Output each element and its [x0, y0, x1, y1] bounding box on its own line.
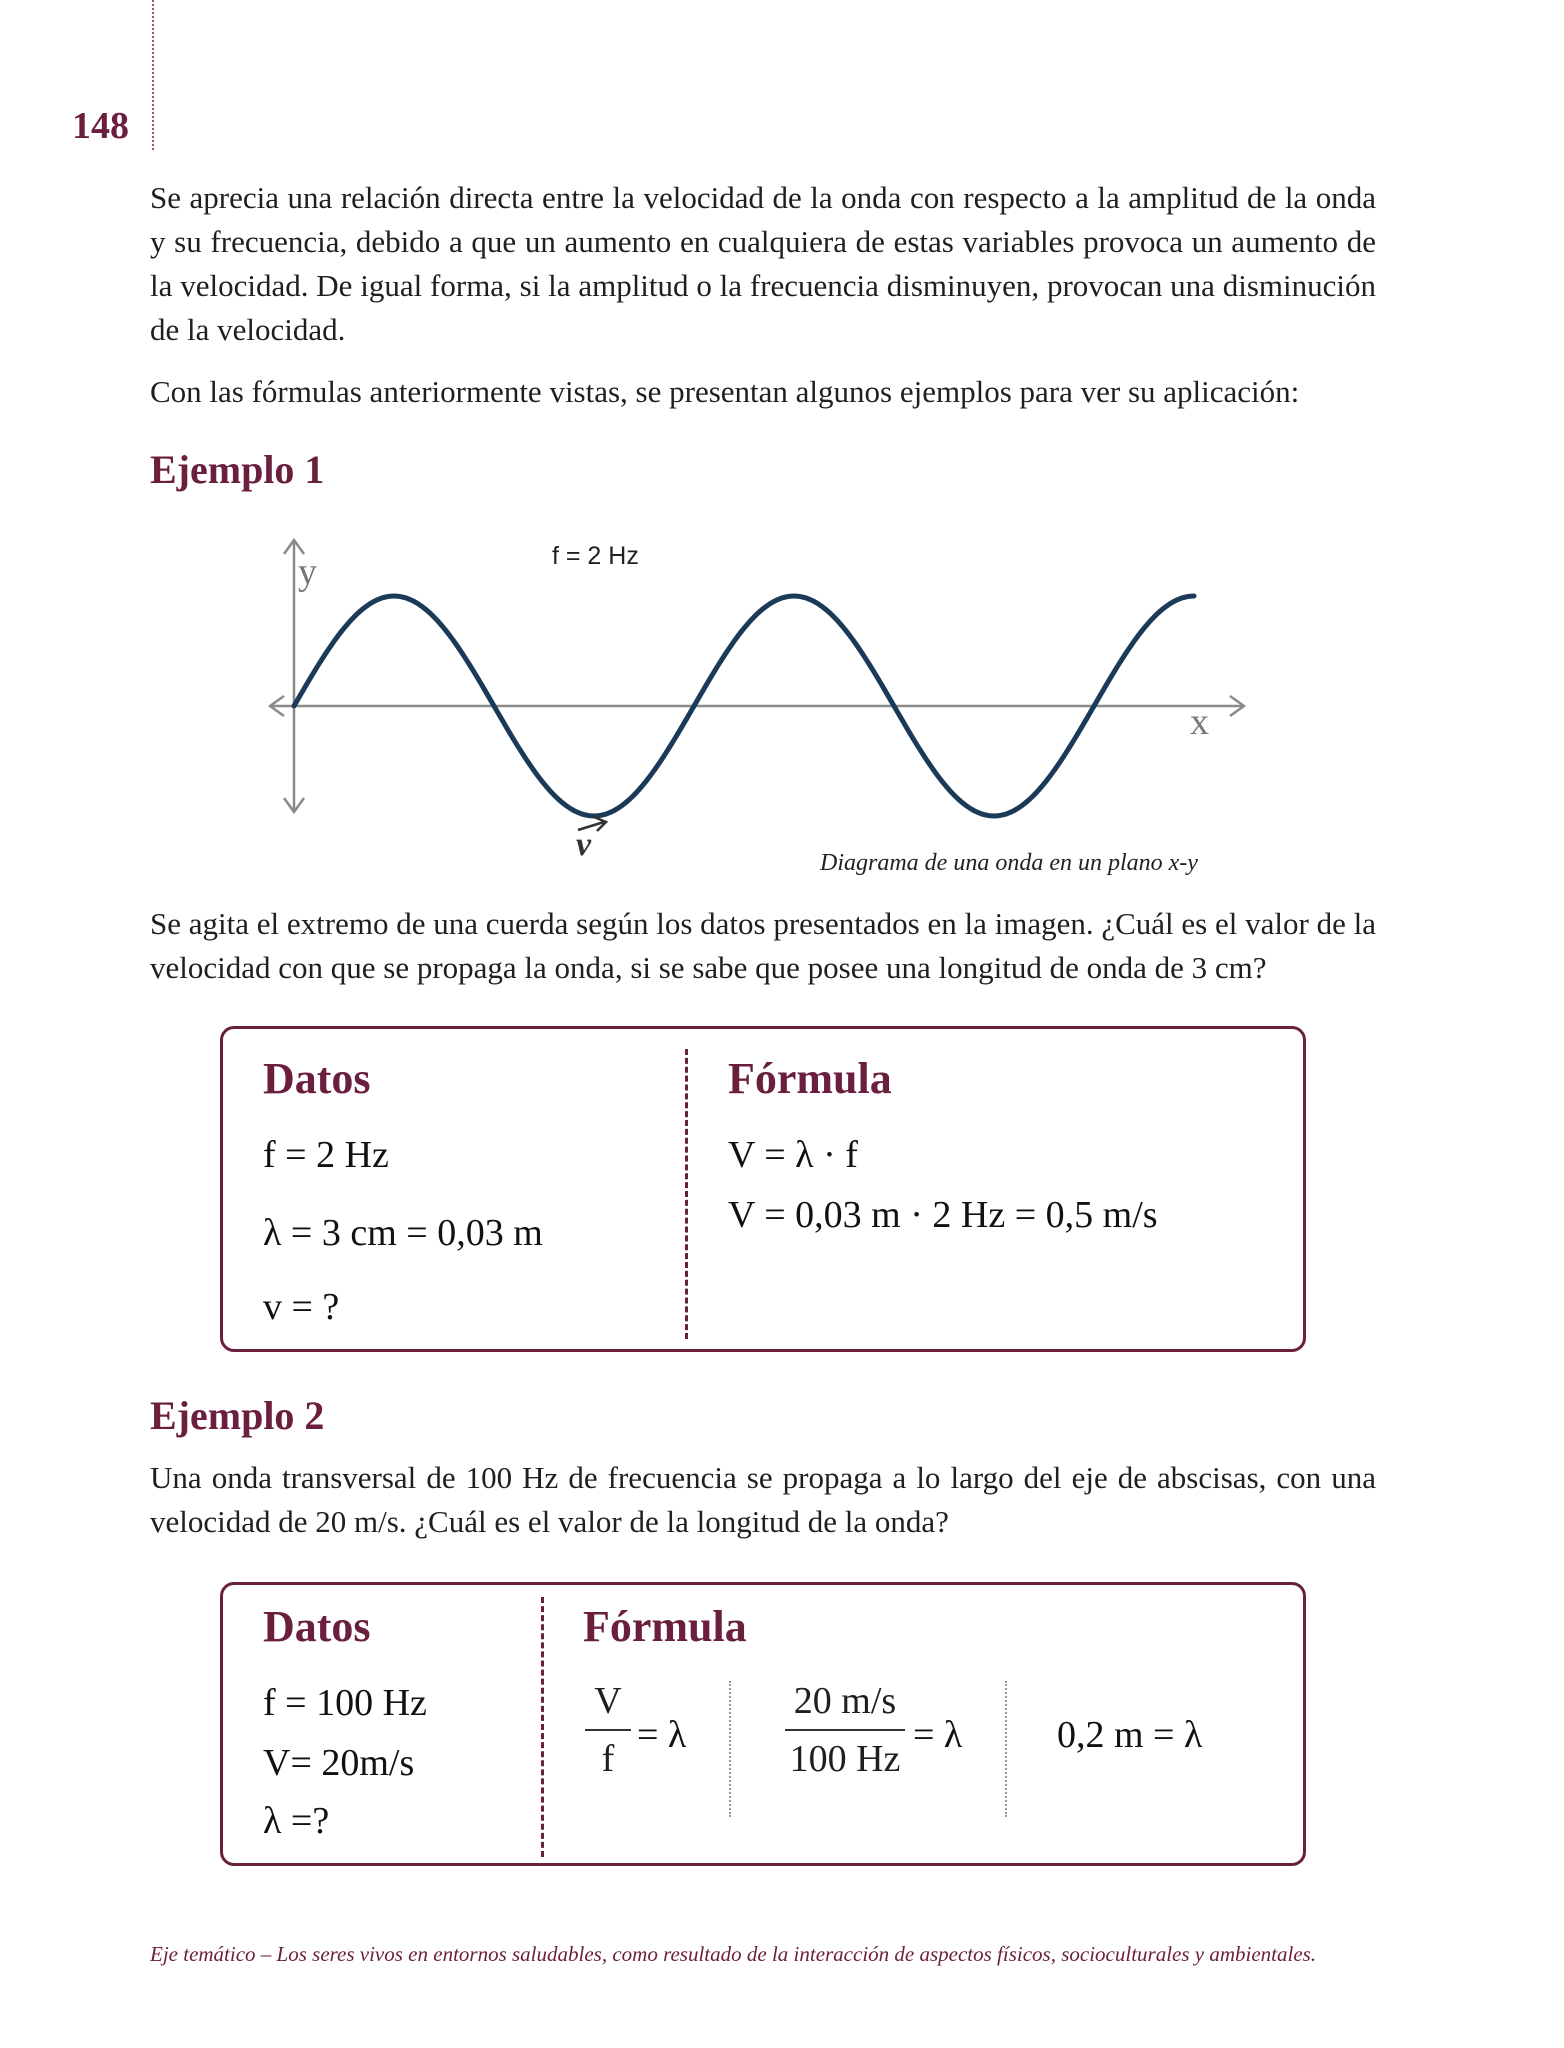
result: 0,2 m = λ [1057, 1714, 1203, 1756]
box-divider [541, 1597, 544, 1857]
datos-title: Datos [263, 1054, 371, 1103]
fraction-substituted [785, 1679, 905, 1781]
footer-thematic-axis: Eje temático – Los seres vivos en entornos saludables, como resultado de la interacción de aspectos físicos, socioculturales y ambientales. [150, 1942, 1317, 1966]
formula-line: V = 0,03 m · 2 Hz = 0,5 m/s [728, 1194, 1158, 1236]
page-number: 148 [72, 105, 129, 147]
example-1-box [220, 1026, 1306, 1352]
datos-line: V= 20m/s [263, 1742, 415, 1784]
example-2-heading: Ejemplo 2 [150, 1393, 325, 1438]
datos-line: λ = 3 cm = 0,03 m [263, 1212, 543, 1254]
example-1-heading: Ejemplo 1 [150, 447, 325, 492]
wave-diagram-svg [250, 520, 1280, 890]
datos-title: Datos [263, 1602, 371, 1651]
fraction-numerator: 20 m/s [785, 1679, 905, 1731]
fraction-numerator: V [585, 1679, 631, 1731]
equals-lambda: = λ [637, 1714, 687, 1756]
equals-lambda: = λ [913, 1714, 963, 1756]
datos-line: f = 100 Hz [263, 1682, 427, 1724]
figure-caption: Diagrama de una onda en un plano x-y [820, 850, 1198, 876]
example-2-question: Una onda transversal de 100 Hz de frecuencia se propaga a lo largo del eje de abscisas, con una velocidad de 20 m/s. ¿Cuál es el valor de la longitud de la onda? [150, 1460, 1376, 1539]
step-divider [729, 1681, 731, 1817]
wave-diagram [250, 520, 1280, 890]
y-axis-label: y [298, 551, 317, 593]
formula-line: V = λ · f [728, 1134, 858, 1176]
intro-paragraph-1: Se aprecia una relación directa entre la velocidad de la onda con respecto a la amplitud de la onda y su frecuencia, debido a que un aumento en cualquiera de estas variables provoca un aumento de la velocidad. De igual forma, si la amplitud o la frecuencia disminuyen, provocan una disminución de la velocidad. [150, 180, 1376, 347]
box-divider [685, 1049, 688, 1339]
step-divider [1005, 1681, 1007, 1817]
datos-line: v = ? [263, 1286, 340, 1328]
velocity-label: v [576, 826, 592, 863]
example-1-question: Se agita el extremo de una cuerda según los datos presentados en la imagen. ¿Cuál es el valor de la velocidad con que se propaga la onda, si se sabe que posee una longitud de onda de 3 cm? [150, 906, 1376, 985]
formula-title: Fórmula [583, 1602, 747, 1651]
datos-line: λ =? [263, 1800, 330, 1842]
datos-line: f = 2 Hz [263, 1134, 389, 1176]
x-axis-label: x [1190, 701, 1209, 743]
intro-paragraph-2: Con las fórmulas anteriormente vistas, se presentan algunos ejemplos para ver su aplicación: [150, 374, 1300, 409]
page-margin-marker [152, 0, 154, 150]
example-2-box [220, 1582, 1306, 1866]
fraction-v-over-f [585, 1679, 631, 1781]
frequency-label: f = 2 Hz [552, 542, 639, 570]
fraction-denominator: 100 Hz [789, 1738, 901, 1780]
formula-title: Fórmula [728, 1054, 892, 1103]
fraction-denominator: f [601, 1738, 615, 1780]
